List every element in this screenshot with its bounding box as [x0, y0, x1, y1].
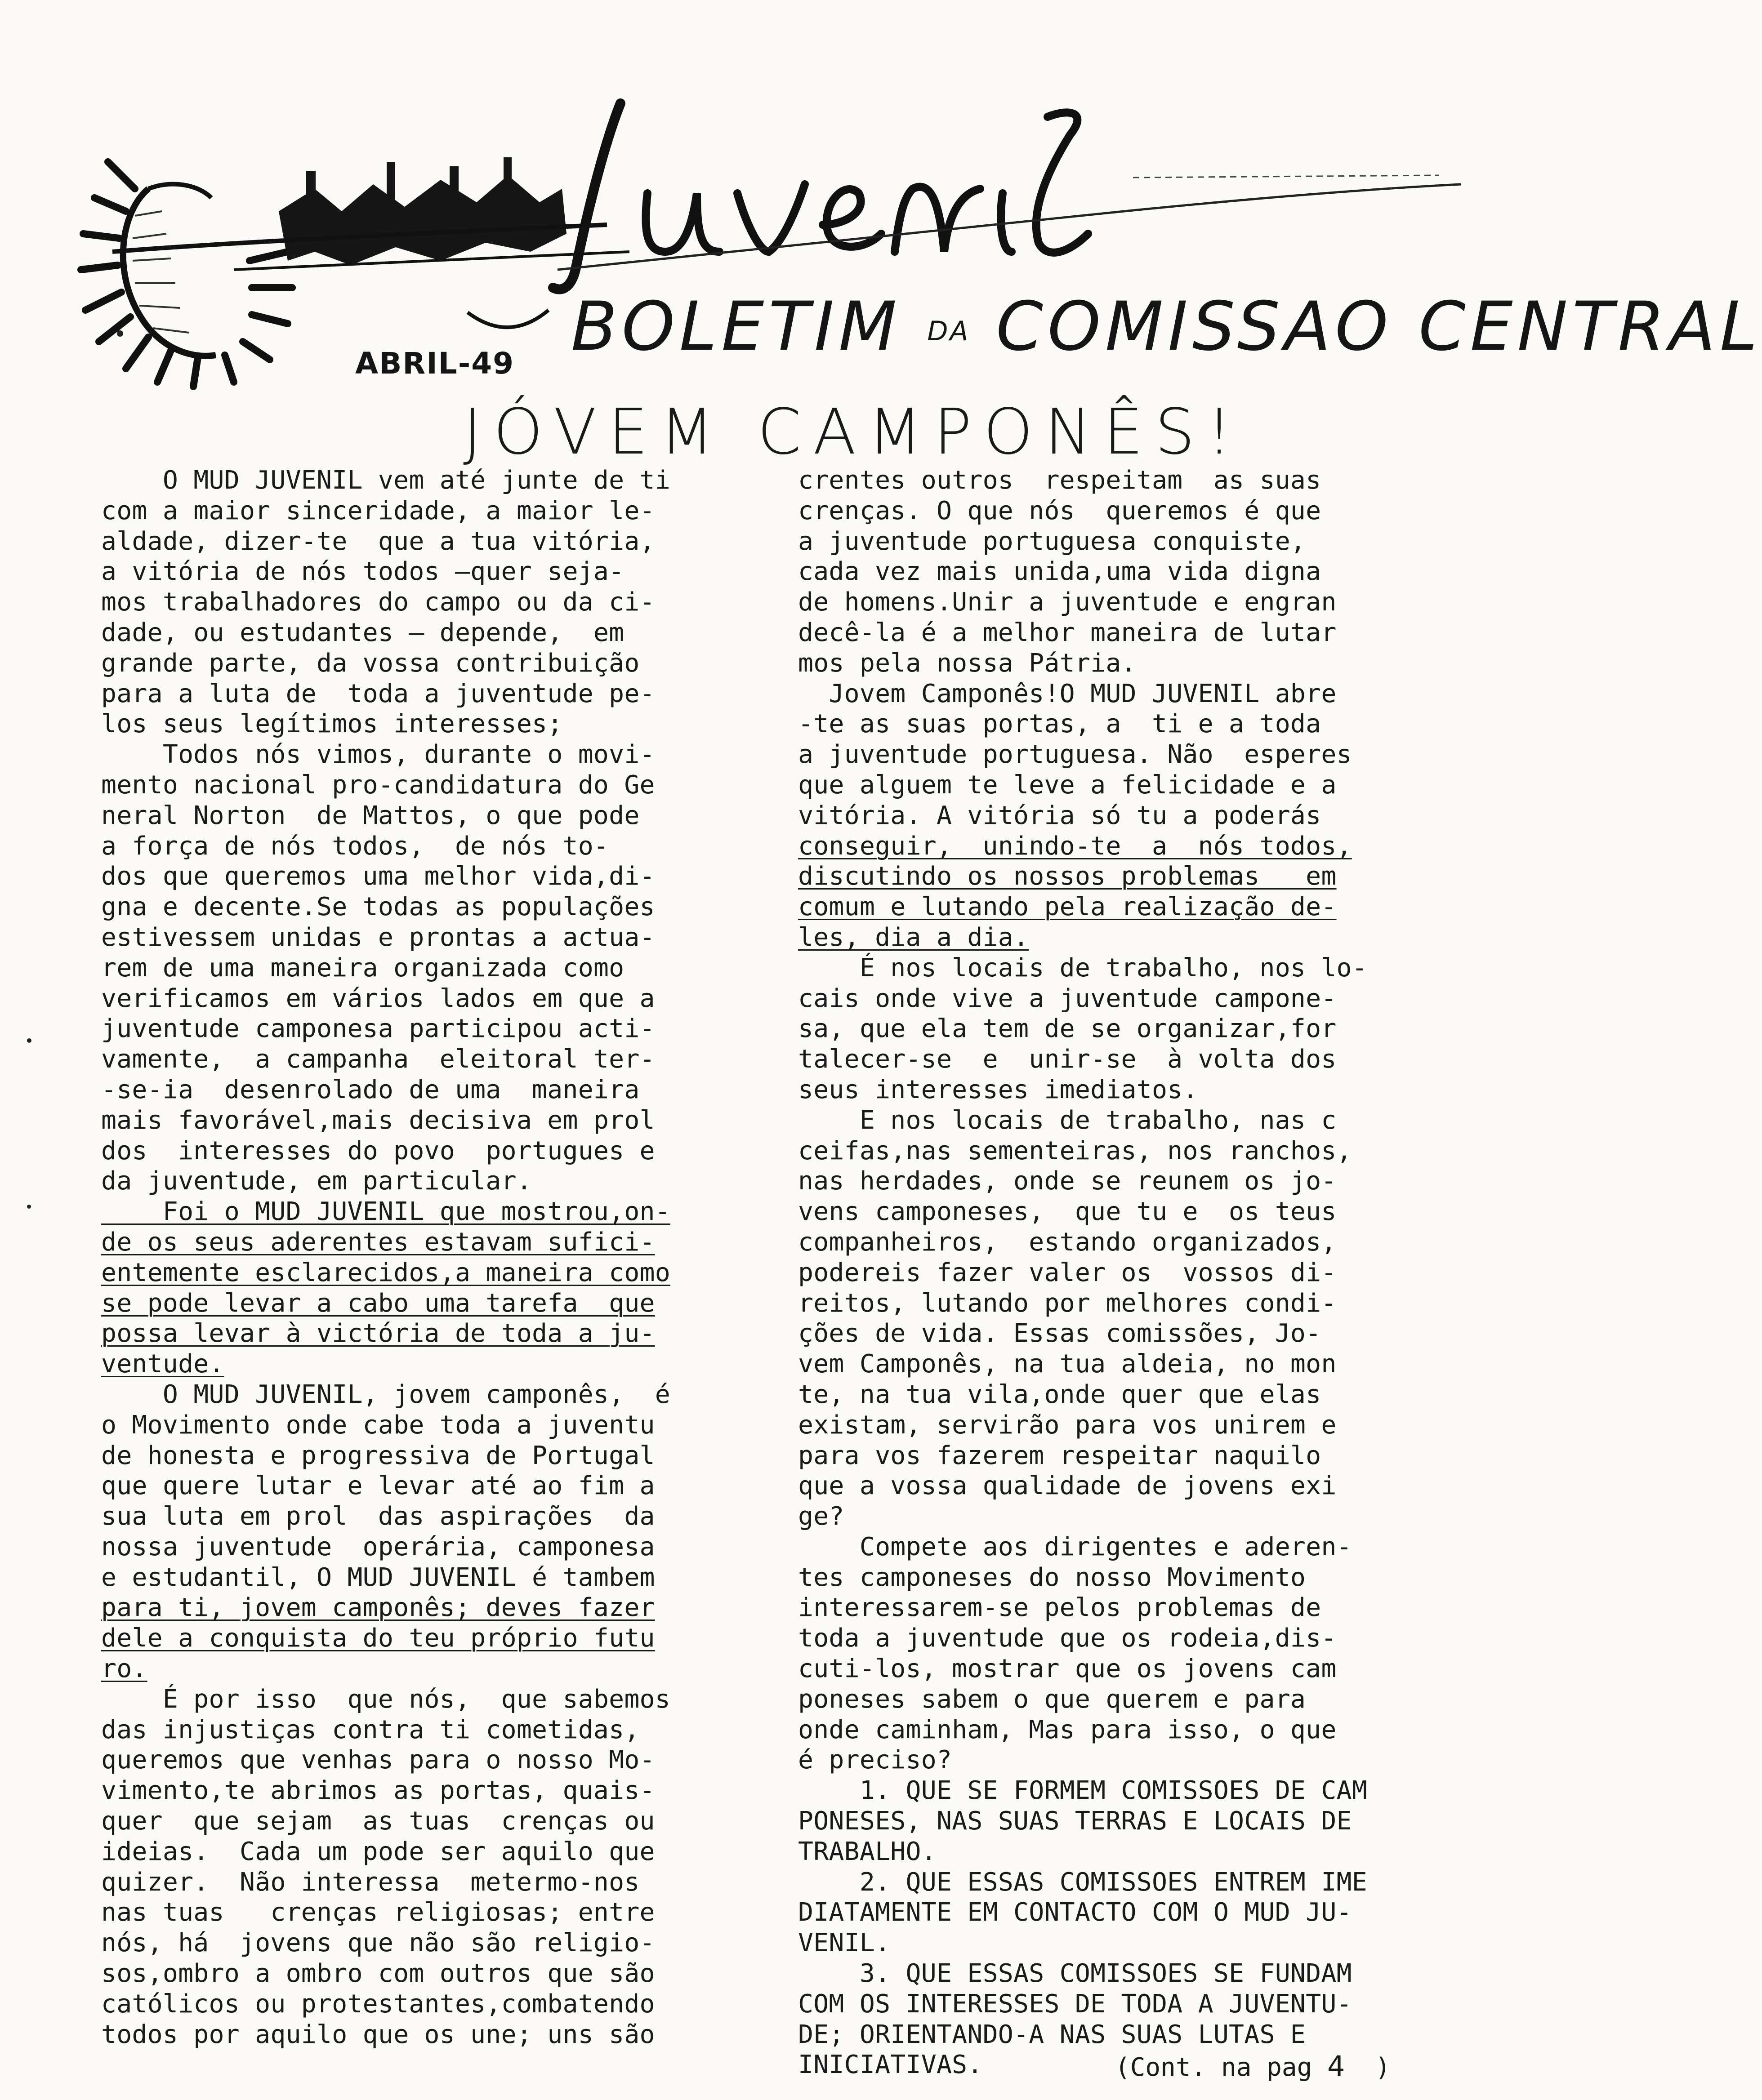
text-line: vitória. A vitória só tu a poderás	[798, 801, 1321, 830]
text-line: vimento,te abrimos as portas, quais-	[101, 1776, 655, 1806]
text-line: existam, servirão para vos unirem e	[798, 1410, 1337, 1440]
text-line: a juventude portuguesa. Não esperes	[798, 740, 1352, 770]
text-line: mento nacional pro-candidatura do Ge	[101, 770, 655, 800]
subtitle-comissao: COMISSAO CENTRAL	[996, 288, 1762, 366]
text-line: da juventude, em particular.	[101, 1166, 532, 1196]
text-line: Todos nós vimos, durante o movi-	[101, 740, 655, 770]
subtitle-boletim: BOLETIM	[571, 288, 901, 366]
text-line: que alguem te leve a felicidade e a	[798, 770, 1337, 800]
text-line: É por isso que nós, que sabemos	[101, 1684, 670, 1714]
text-line: los seus legítimos interesses;	[101, 709, 563, 739]
text-line: mos trabalhadores do campo ou da ci-	[101, 587, 655, 617]
text-line: o Movimento onde cabe toda a juventu	[101, 1410, 655, 1440]
text-line: decê-la é a melhor maneira de lutar	[798, 618, 1337, 647]
text-line: é preciso?	[798, 1745, 952, 1775]
text-line: -se-ia desenrolado de uma maneira	[101, 1075, 640, 1104]
text-line: rem de uma maneira organizada como	[101, 953, 625, 983]
text-line: ceifas,nas sementeiras, nos ranchos,	[798, 1136, 1352, 1166]
text-line: sa, que ela tem de se organizar,for	[798, 1014, 1337, 1044]
text-line: cada vez mais unida,uma vida digna	[798, 557, 1321, 587]
text-line: toda a juventude que os rodeia,dis-	[798, 1624, 1337, 1653]
text-line: entemente esclarecidos,a maneira como	[101, 1258, 670, 1287]
text-line: dade, ou estudantes — depende, em	[101, 618, 625, 647]
text-line: reitos, lutando por melhores condi-	[798, 1288, 1337, 1318]
text-line: les, dia a dia.	[798, 922, 1029, 952]
text-line: e estudantil, O MUD JUVENIL é tambem	[101, 1562, 655, 1592]
text-line: Compete aos dirigentes e aderen-	[798, 1532, 1352, 1562]
text-line: com a maior sinceridade, a maior le-	[101, 496, 655, 525]
text-line: das injustiças contra ti cometidas,	[101, 1715, 640, 1744]
text-line: vens camponeses, que tu e os teus	[798, 1197, 1337, 1227]
text-line: ventude.	[101, 1349, 224, 1379]
text-line: gna e decente.Se todas as populações	[101, 892, 655, 922]
text-line: ideias. Cada um pode ser aquilo que	[101, 1837, 655, 1866]
text-line: poneses sabem o que querem e para	[798, 1684, 1306, 1714]
text-line: mos pela nossa Pátria.	[798, 648, 1137, 678]
text-line: ge?	[798, 1502, 844, 1531]
left-text-column	[101, 465, 753, 2050]
text-line: nas tuas crenças religiosas; entre	[101, 1898, 655, 1927]
text-line: que a vossa qualidade de jovens exi	[798, 1471, 1337, 1501]
text-line: COM OS INTERESSES DE TODA A JUVENTU-	[798, 1989, 1352, 2019]
masthead	[0, 0, 1762, 405]
scan-speck	[27, 1038, 31, 1043]
text-line: 1. QUE SE FORMEM COMISSOES DE CAM	[798, 1776, 1367, 1806]
continued-note	[1115, 2050, 1391, 2082]
text-line: vamente, a campanha eleitoral ter-	[101, 1045, 655, 1074]
text-line: dele a conquista do teu próprio futu	[101, 1624, 655, 1653]
text-line: dos interesses do povo portugues e	[101, 1136, 655, 1166]
text-line: para a luta de toda a juventude pe-	[101, 679, 655, 708]
text-line: que quere lutar e levar até ao fim a	[101, 1471, 655, 1501]
text-line: verificamos em vários lados em que a	[101, 983, 655, 1013]
text-line: Foi o MUD JUVENIL que mostrou,on-	[101, 1197, 670, 1227]
text-line: quer que sejam as tuas crenças ou	[101, 1806, 655, 1836]
text-line: comum e lutando pela realização de-	[798, 892, 1337, 922]
text-line: grande parte, da vossa contribuição	[101, 648, 640, 678]
text-line: companheiros, estando organizados,	[798, 1227, 1337, 1257]
text-line: Jovem Camponês!O MUD JUVENIL abre	[798, 679, 1337, 708]
issue-date: ABRIL-49	[355, 346, 515, 381]
text-line: seus interesses imediatos.	[798, 1075, 1198, 1104]
text-line: interessarem-se pelos problemas de	[798, 1593, 1321, 1623]
page-headline: JÓVEM CAMPONÊS!	[463, 396, 1244, 469]
right-text-column	[798, 465, 1450, 2080]
text-line: cais onde vive a juventude campone-	[798, 983, 1337, 1013]
text-line: O MUD JUVENIL vem até junte de ti	[101, 466, 670, 495]
subtitle-da: DA	[927, 315, 970, 347]
text-line: quizer. Não interessa metermo-nos	[101, 1867, 640, 1897]
text-line: VENIL.	[798, 1928, 891, 1958]
text-line: INICIATIVAS.	[798, 2050, 983, 2080]
text-line: onde caminham, Mas para isso, o que	[798, 1715, 1337, 1744]
text-line: todos por aquilo que os une; uns são	[101, 2020, 655, 2049]
text-line: -te as suas portas, a ti e a toda	[798, 709, 1321, 739]
text-line: TRABALHO.	[798, 1837, 937, 1866]
text-line: crenças. O que nós queremos é que	[798, 496, 1321, 525]
text-line: neral Norton de Mattos, o que pode	[101, 801, 640, 830]
text-line: cuti-los, mostrar que os jovens cam	[798, 1654, 1337, 1684]
text-line: para ti, jovem camponês; deves fazer	[101, 1593, 655, 1623]
text-line: vem Camponês, na tua aldeia, no mon	[798, 1349, 1337, 1379]
text-line: nossa juventude operária, camponesa	[101, 1532, 655, 1562]
text-line: de homens.Unir a juventude e engran	[798, 587, 1337, 617]
text-line: aldade, dizer-te que a tua vitória,	[101, 526, 655, 556]
text-line: O MUD JUVENIL, jovem camponês, é	[101, 1379, 670, 1409]
text-line: ções de vida. Essas comissões, Jo-	[798, 1319, 1321, 1348]
text-line: se pode levar a cabo uma tarefa que	[101, 1288, 655, 1318]
text-line: podereis fazer valer os vossos di-	[798, 1258, 1337, 1287]
masthead-subtitle	[571, 288, 1762, 366]
continued-label: (Cont. na pag	[1115, 2053, 1312, 2082]
text-line: tes camponeses do nosso Movimento	[798, 1562, 1306, 1592]
text-line: PONESES, NAS SUAS TERRAS E LOCAIS DE	[798, 1806, 1352, 1836]
text-line: juventude camponesa participou acti-	[101, 1014, 655, 1044]
scan-speck	[117, 330, 123, 337]
text-line: nas herdades, onde se reunem os jo-	[798, 1166, 1337, 1196]
text-line: de os seus aderentes estavam sufici-	[101, 1227, 655, 1257]
text-line: a vitória de nós todos —quer seja-	[101, 557, 625, 587]
text-line: sua luta em prol das aspirações da	[101, 1502, 655, 1531]
text-line: para vos fazerem respeitar naquilo	[798, 1441, 1321, 1470]
text-line: estivessem unidas e prontas a actua-	[101, 922, 655, 952]
continued-page-number: 4	[1327, 2050, 1345, 2082]
continued-close-paren: )	[1375, 2053, 1391, 2082]
text-line: conseguir, unindo-te a nós todos,	[798, 831, 1352, 861]
text-line: possa levar à victória de toda a ju-	[101, 1319, 655, 1348]
text-line: É nos locais de trabalho, nos lo-	[798, 953, 1367, 983]
text-line: te, na tua vila,onde quer que elas	[798, 1379, 1321, 1409]
text-line: a juventude portuguesa conquiste,	[798, 526, 1306, 556]
text-line: nós, há jovens que não são religio-	[101, 1928, 655, 1958]
text-line: discutindo os nossos problemas em	[798, 862, 1337, 891]
scan-speck	[27, 1205, 31, 1209]
text-line: dos que queremos uma melhor vida,di-	[101, 862, 655, 891]
text-line: de honesta e progressiva de Portugal	[101, 1441, 655, 1470]
text-line: a força de nós todos, de nós to-	[101, 831, 609, 861]
text-line: DE; ORIENTANDO-A NAS SUAS LUTAS E	[798, 2020, 1306, 2049]
text-line: mais favorável,mais decisiva em prol	[101, 1105, 655, 1135]
text-line: sos,ombro a ombro com outros que são	[101, 1959, 655, 1989]
text-line: DIATAMENTE EM CONTACTO COM O MUD JU-	[798, 1898, 1352, 1927]
text-line: católicos ou protestantes,combatendo	[101, 1989, 655, 2019]
text-line: queremos que venhas para o nosso Mo-	[101, 1745, 655, 1775]
text-line: crentes outros respeitam as suas	[798, 466, 1321, 495]
text-line: 2. QUE ESSAS COMISSOES ENTREM IME	[798, 1867, 1367, 1897]
text-line: ro.	[101, 1654, 147, 1684]
text-line: E nos locais de trabalho, nas c	[798, 1105, 1337, 1135]
text-line: 3. QUE ESSAS COMISSOES SE FUNDAM	[798, 1959, 1352, 1989]
text-line: talecer-se e unir-se à volta dos	[798, 1045, 1337, 1074]
